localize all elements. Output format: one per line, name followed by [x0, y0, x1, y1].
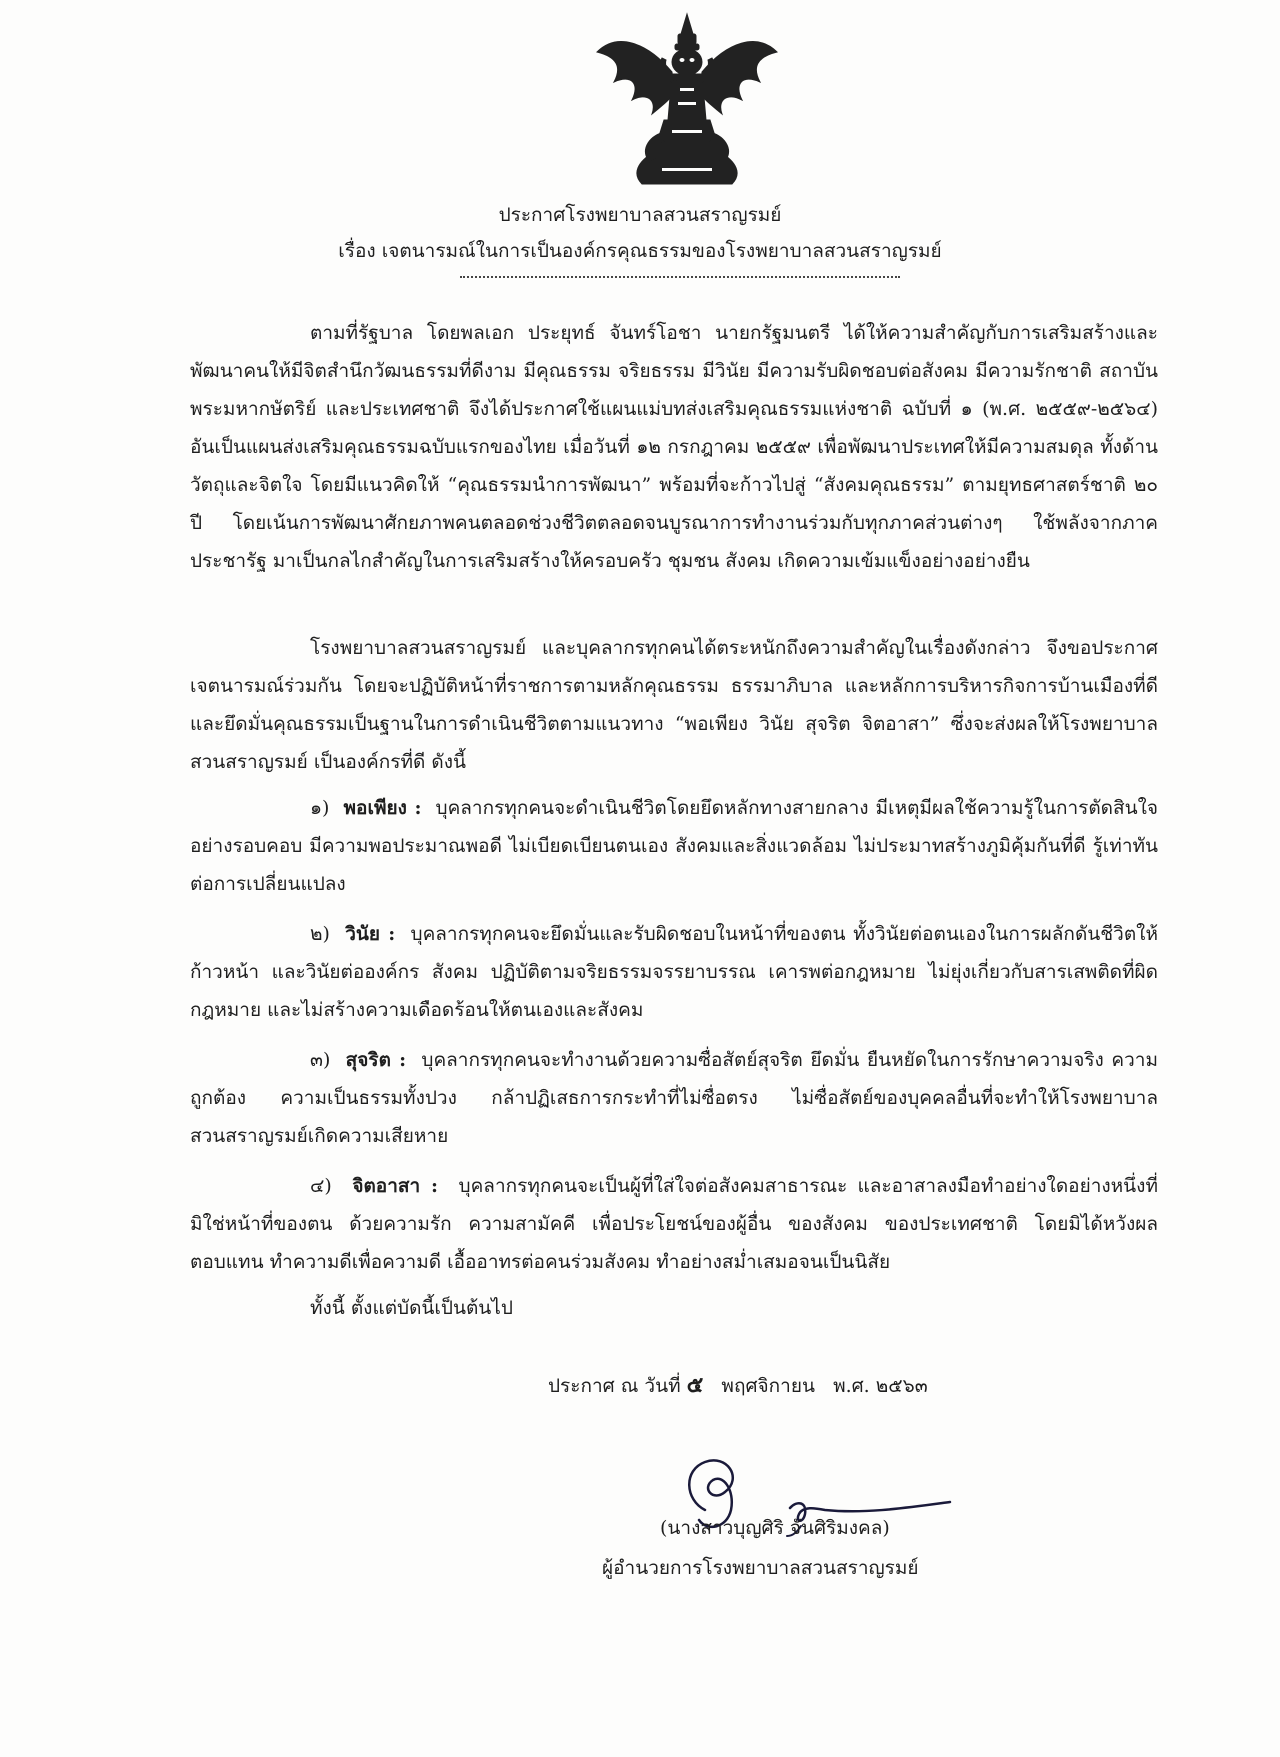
date-day: ๕	[686, 1372, 704, 1398]
garuda-emblem	[592, 12, 782, 190]
principle-item	[190, 1167, 1158, 1281]
principle-number: ๓)	[310, 1049, 331, 1071]
principle-number: ๒)	[310, 923, 330, 945]
announcement-date	[548, 1367, 928, 1402]
principle-text: บุคลากรทุกคนจะยึดมั่นและรับผิดชอบในหน้าที่ของตน ทั้งวินัยต่อตนเองในการผลักดันชีวิตให้ก้าวหน้า และวินัยต่อองค์กร สังคม ปฏิบัติตามจริยธรรมจรรยาบรรณ เคารพต่อกฎหมาย ไม่ยุ่งเกี่ยวกับสารเสพติดที่ผิดกฎหมาย และไม่สร้างความเดือดร้อนให้ตนเองและสังคม	[190, 923, 1158, 1021]
date-month: พฤศจิกายน	[721, 1375, 815, 1397]
principle-text: บุคลากรทุกคนจะดำเนินชีวิตโดยยึดหลักทางสายกลาง มีเหตุมีผลใช้ความรู้ในการตัดสินใจอย่างรอบคอบ มีความพอประมาณพอดี ไม่เบียดเบียนตนเอง สังคมและสิ่งแวดล้อม ไม่ประมาทสร้างภูมิคุ้มกันที่ดี รู้เท่าทันต่อการเปลี่ยนแปลง	[190, 797, 1158, 895]
paragraph-declaration: โรงพยาบาลสวนสราญรมย์ และบุคลากรทุกคนได้ตระหนักถึงความสำคัญในเรื่องดังกล่าว จึงขอประกาศเจตนารมณ์ร่วมกัน โดยจะปฏิบัติหน้าที่ราชการตามหลักคุณธรรม ธรรมาภิบาล และหลักการบริหารกิจการบ้านเมืองที่ดี และยึดมั่นคุณธรรมเป็นฐานในการดำเนินชีวิตตามแนวทาง “พอเพียง วินัย สุจริต จิตอาสา” ซึ่งจะส่งผลให้โรงพยาบาลสวนสราญรมย์ เป็นองค์กรที่ดี ดังนี้	[190, 637, 1158, 773]
principle-number: ๑)	[310, 797, 330, 819]
principle-title: สุจริต :	[345, 1049, 407, 1071]
paragraph-background: ตามที่รัฐบาล โดยพลเอก ประยุทธ์ จันทร์โอชา นายกรัฐมนตรี ได้ให้ความสำคัญกับการเสริมสร้างและพัฒนาคนให้มีจิตสำนึกวัฒนธรรมที่ดีงาม มีคุณธรรม จริยธรรม มีวินัย มีความรับผิดชอบต่อสังคม มีความรักชาติ สถาบันพระมหากษัตริย์ และประเทศชาติ จึงได้ประกาศใช้แผนแม่บทส่งเสริมคุณธรรมแห่งชาติ ฉบับที่ ๑ (พ.ศ. ๒๕๕๙-๒๕๖๔) อันเป็นแผนส่งเสริมคุณธรรมฉบับแรกของไทย เมื่อวันที่ ๑๒ กรกฎาคม ๒๕๕๙ เพื่อพัฒนาประเทศให้มีความสมดุล ทั้งด้านวัตถุและจิตใจ โดยมีแนวคิดให้ “คุณธรรมนำการพัฒนา” พร้อมที่จะก้าวไปสู่ “สังคมคุณธรรม” ตามยุทธศาสตร์ชาติ ๒๐ ปี โดยเน้นการพัฒนาศักยภาพคนตลอดช่วงชีวิตตลอดจนบูรณาการทำงานร่วมกับทุกภาคส่วนต่างๆ ใช้พลังจากภาคประชารัฐ มาเป็นกลไกสำคัญในการเสริมสร้างให้ครอบครัว ชุมชน สังคม เกิดความเข้มแข็งอย่างอย่างยืน	[190, 322, 1158, 572]
principle-item	[190, 915, 1158, 1029]
closing-statement: ทั้งนี้ ตั้งแต่บัดนี้เป็นต้นไป	[310, 1297, 513, 1319]
principle-text: บุคลากรทุกคนจะทำงานด้วยความซื่อสัตย์สุจริต ยึดมั่น ยืนหยัดในการรักษาความจริง ความถูกต้อง ความเป็นธรรมทั้งปวง กล้าปฏิเสธการกระทำที่ไม่ซื่อตรง ไม่ซื่อสัตย์ของบุคคลอื่นที่จะทำให้โรงพยาบาลสวนสราญรมย์เกิดความเสียหาย	[190, 1049, 1158, 1147]
principle-number: ๔)	[310, 1175, 332, 1197]
document-subject: เรื่อง เจตนารมณ์ในการเป็นองค์กรคุณธรรมของโรงพยาบาลสวนสราญรมย์	[338, 240, 942, 262]
principle-title: พอเพียง :	[343, 797, 422, 819]
principle-item	[190, 1041, 1158, 1155]
principle-text: บุคลากรทุกคนจะเป็นผู้ที่ใส่ใจต่อสังคมสาธารณะ และอาสาลงมือทำอย่างใดอย่างหนึ่งที่มิใช่หน้าที่ของตน ด้วยความรัก ความสามัคคี เพื่อประโยชน์ของผู้อื่น ของสังคม ของประเทศชาติ โดยมิได้หวังผลตอบแทน ทำความดีเพื่อความดี เอื้ออาทรต่อคนร่วมสังคม ทำอย่างสม่ำเสมอจนเป็นนิสัย	[190, 1175, 1158, 1273]
signer-position: ผู้อำนวยการโรงพยาบาลสวนสราญรมย์	[602, 1557, 919, 1579]
signer-name: (นางสาวบุญศิริ จันศิริมงคล)	[660, 1517, 890, 1539]
header-divider	[460, 276, 900, 278]
document-title: ประกาศโรงพยาบาลสวนสราญรมย์	[498, 204, 782, 226]
principle-item	[190, 789, 1158, 903]
principle-title: จิตอาสา :	[352, 1175, 438, 1197]
date-prefix: ประกาศ ณ วันที่	[548, 1375, 681, 1397]
principle-title: วินัย :	[345, 923, 396, 945]
date-year: พ.ศ. ๒๕๖๓	[833, 1375, 928, 1397]
